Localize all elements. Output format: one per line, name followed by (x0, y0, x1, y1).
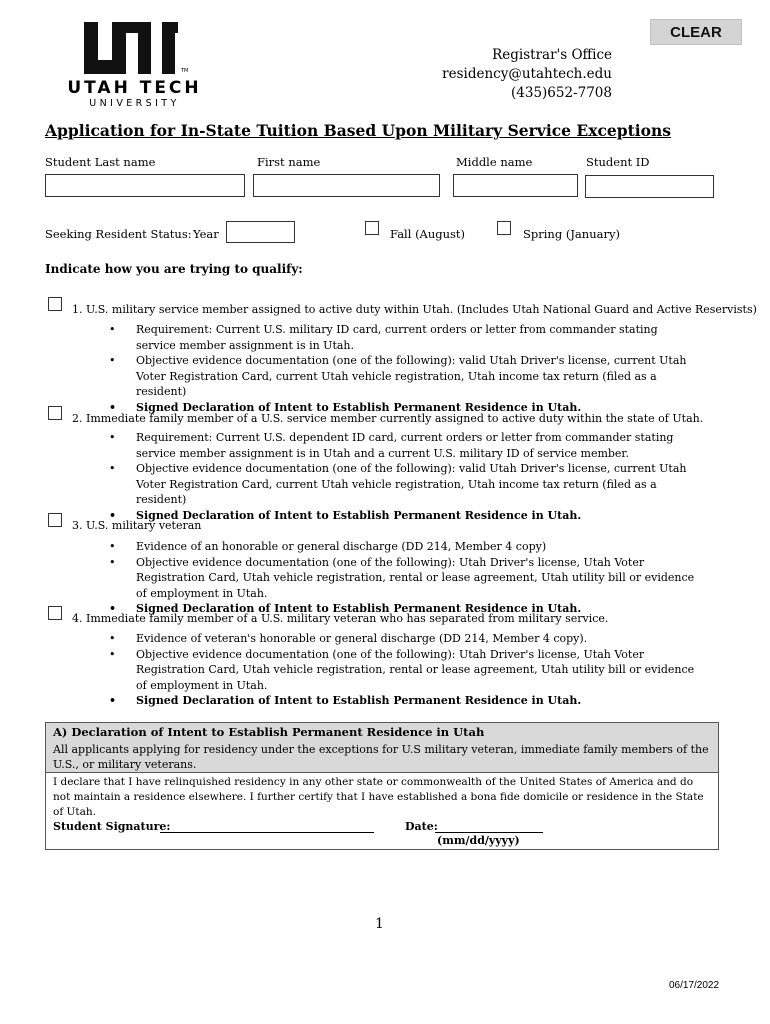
page-number: 1 (375, 916, 384, 932)
year-field[interactable] (226, 221, 295, 243)
option-3-text: 3. U.S. military veteran (72, 519, 202, 532)
year-label: Year (193, 227, 219, 241)
middle-name-label: Middle name (456, 155, 533, 169)
declaration-body: I declare that I have relinquished residency in any other state or commonwealth of the United States of America and do not maintain a residence elsewhere. I further certify that I have established a bona fide domicile or residence in the State of Utah. (53, 776, 704, 818)
list-item: • Objective evidence documentation (one of the following): Utah Driver's license, Utah Voter Registration Card, Utah vehicle registration, rental or lease agreement, Utah utility bill or evidence of employment in Utah. (109, 647, 696, 694)
option-1-requirements (109, 322, 696, 415)
declaration-subtitle: All applicants applying for residency under the exceptions for U.S military veteran, immediate family members of the U.S., or military veterans. (53, 743, 709, 771)
svg-text:TM: TM (181, 68, 189, 74)
utah-tech-logo (62, 18, 207, 108)
list-item: • Signed Declaration of Intent to Establish Permanent Residence in Utah. (109, 508, 696, 524)
list-item: • Signed Declaration of Intent to Establish Permanent Residence in Utah. (109, 601, 696, 617)
clear-button[interactable]: CLEAR (650, 19, 742, 45)
date-field[interactable] (435, 820, 543, 833)
option-4-requirements (109, 631, 696, 709)
option-4-checkbox[interactable] (48, 606, 62, 620)
declaration-title: A) Declaration of Intent to Establish Permanent Residence in Utah (53, 725, 485, 739)
option-4-text: 4. Immediate family member of a U.S. military veteran who has separated from military service. (72, 612, 609, 625)
date-label: Date: (405, 820, 438, 833)
office-phone: (435)652-7708 (511, 85, 612, 101)
fall-label: Fall (August) (390, 227, 466, 241)
list-item: • Objective evidence documentation (one of the following): valid Utah Driver's license, current Utah Voter Registration Card, current Utah vehicle registration, Utah income tax return (filed as a resident) (109, 461, 696, 508)
page-title: Application for In-State Tuition Based Upon Military Service Exceptions (45, 121, 671, 140)
option-2-checkbox[interactable] (48, 406, 62, 420)
option-2-text: 2. Immediate family member of a U.S. service member currently assigned to active duty within the state of Utah. (72, 412, 704, 425)
option-2-requirements (109, 430, 696, 523)
logo-name: UTAH TECH (67, 78, 202, 98)
last-name-field[interactable] (45, 174, 245, 197)
option-3-checkbox[interactable] (48, 513, 62, 527)
list-item: • Objective evidence documentation (one of the following): valid Utah Driver's license, current Utah Voter Registration Card, current Utah vehicle registration, Utah income tax return (filed as a resident) (109, 353, 696, 400)
middle-name-field[interactable] (453, 174, 578, 197)
logo-sub: UNIVERSITY (89, 98, 180, 109)
declaration-header (46, 723, 718, 773)
qualify-heading: Indicate how you are trying to qualify: (45, 262, 303, 276)
last-name-label: Student Last name (45, 155, 156, 169)
option-1-text: 1. U.S. military service member assigned to active duty within Utah. (Includes Utah National Guard and Active Reservists) (72, 303, 757, 316)
seeking-status-label: Seeking Resident Status: (45, 227, 192, 241)
office-name: Registrar's Office (492, 47, 612, 63)
list-item: • Signed Declaration of Intent to Establish Permanent Residence in Utah. (109, 400, 696, 416)
signature-field[interactable] (160, 820, 374, 833)
student-id-label: Student ID (586, 155, 650, 169)
registrar-info (442, 46, 612, 103)
signature-label: Student Signature: (53, 820, 171, 833)
spring-label: Spring (January) (523, 227, 620, 241)
footer-date: 06/17/2022 (669, 980, 720, 991)
office-email: residency@utahtech.edu (442, 66, 612, 82)
student-id-field[interactable] (585, 175, 714, 198)
first-name-field[interactable] (253, 174, 440, 197)
list-item: • Requirement: Current U.S. dependent ID card, current orders or letter from commander stating service member assignment is in Utah and a current U.S. military ID of service member. (109, 430, 696, 461)
list-item: • Signed Declaration of Intent to Establish Permanent Residence in Utah. (109, 693, 696, 709)
spring-checkbox[interactable] (497, 221, 511, 235)
option-1-checkbox[interactable] (48, 297, 62, 311)
list-item: • Evidence of an honorable or general discharge (DD 214, Member 4 copy) (109, 539, 696, 555)
list-item: • Objective evidence documentation (one of the following): Utah Driver's license, Utah Voter Registration Card, Utah vehicle registration, rental or lease agreement, Utah utility bill or evidence of employment in Utah. (109, 555, 696, 602)
option-3-requirements (109, 539, 696, 617)
ut-logo-mark-icon (62, 18, 207, 78)
fall-checkbox[interactable] (365, 221, 379, 235)
first-name-label: First name (257, 155, 321, 169)
list-item: • Requirement: Current U.S. military ID card, current orders or letter from commander stating service member assignment is in Utah. (109, 322, 696, 353)
date-format-hint: (mm/dd/yyyy) (437, 834, 520, 847)
declaration-box (45, 722, 719, 850)
list-item: • Evidence of veteran's honorable or general discharge (DD 214, Member 4 copy). (109, 631, 696, 647)
